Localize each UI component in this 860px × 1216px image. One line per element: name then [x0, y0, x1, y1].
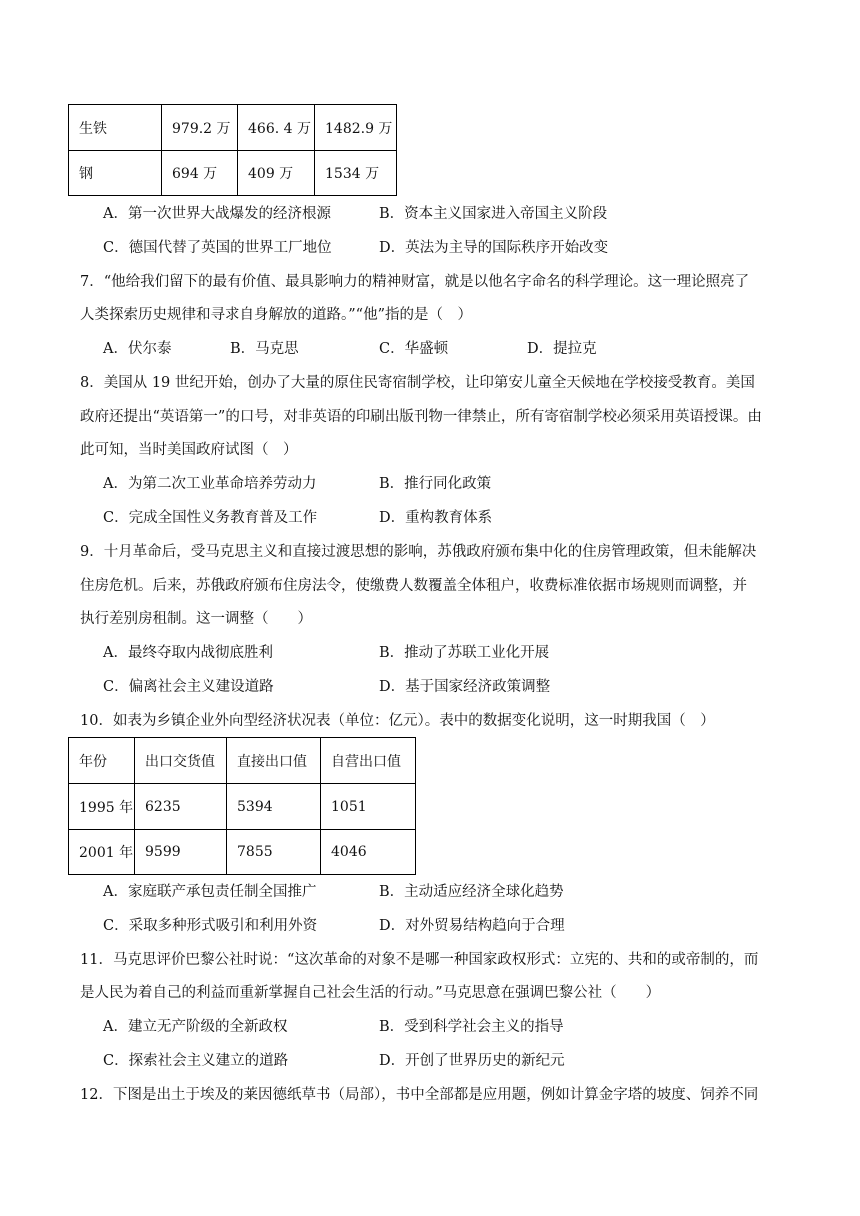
q10-option-a: A．家庭联产承包责任制全国推广	[103, 884, 317, 900]
q9-option-c: C．偏离社会主义建设道路	[103, 679, 274, 695]
table-cell: 409 万	[238, 151, 315, 196]
q9-stem-line-1: 9．十月革命后，受马克思主义和直接过渡思想的影响，苏俄政府颁布集中化的住房管理政策，但未能解决	[80, 544, 757, 560]
table-cell: 钢	[69, 151, 162, 196]
table-row	[69, 830, 416, 875]
q10-option-b: B．主动适应经济全球化趋势	[379, 884, 564, 900]
q11-option-c: C．探索社会主义建立的道路	[103, 1053, 289, 1069]
q8-stem-line-3: 此可知，当时美国政府试图（ ）	[80, 442, 298, 458]
export-table	[68, 737, 416, 875]
table-cell: 6235	[135, 784, 227, 830]
q8-stem-line-2: 政府还提出“英语第一”的口号，对非英语的印刷出版刊物一律禁止，所有寄宿制学校必须采用英语授课。由	[80, 409, 762, 425]
table-cell: 生铁	[69, 105, 162, 151]
table-cell: 979.2 万	[162, 105, 238, 151]
q6-option-a: A．第一次世界大战爆发的经济根源	[103, 206, 331, 222]
q8-option-b: B．推行同化政策	[379, 476, 492, 492]
table-cell: 7855	[227, 830, 321, 875]
q11-stem-line-1: 11．马克思评价巴黎公社时说：“这次革命的对象不是哪一种国家政权形式：立宪的、共和的或帝制的，而	[80, 952, 759, 968]
q7-stem-line-2: 人类探索历史规律和寻求自身解放的道路。”“他”指的是（ ）	[80, 307, 472, 323]
q9-stem-line-2: 住房危机。后来，苏俄政府颁布住房法令，使缴费人数覆盖全体租户，收费标准依据市场规则而调整，并	[80, 578, 747, 594]
q9-stem-line-3: 执行差别房租制。这一调整（ ）	[80, 611, 312, 627]
q10-option-d: D．对外贸易结构趋向于合理	[379, 918, 565, 934]
table-cell: 2001 年	[69, 830, 135, 875]
table-header-cell: 直接出口值	[227, 738, 321, 784]
table-row	[69, 738, 416, 784]
table-header-cell: 出口交货值	[135, 738, 227, 784]
q7-stem-line-1: 7．“他给我们留下的最有价值、最具影响力的精神财富，就是以他名字命名的科学理论。这一理论照亮了	[80, 274, 750, 290]
q9-option-b: B．推动了苏联工业化开展	[379, 645, 550, 661]
table-cell: 466. 4 万	[238, 105, 315, 151]
table-row	[69, 105, 397, 151]
q7-option-c: C．华盛顿	[379, 341, 449, 357]
q11-option-b: B．受到科学社会主义的指导	[379, 1019, 564, 1035]
q8-option-a: A．为第二次工业革命培养劳动力	[103, 476, 317, 492]
q7-option-b: B．马克思	[230, 341, 299, 357]
q10-option-c: C．采取多种形式吸引和利用外资	[103, 918, 318, 934]
table-cell: 1534 万	[315, 151, 397, 196]
table-header-cell: 自营出口值	[321, 738, 416, 784]
table-cell: 1995 年	[69, 784, 135, 830]
table-header-cell: 年份	[69, 738, 135, 784]
q7-option-d: D．提拉克	[527, 341, 597, 357]
q8-stem-line-1: 8．美国从 19 世纪开始，创办了大量的原住民寄宿制学校，让印第安儿童全天候地在学校接受教育。美国	[80, 375, 755, 391]
q9-option-a: A．最终夺取内战彻底胜利	[103, 645, 273, 661]
iron-steel-table	[68, 104, 397, 196]
q6-option-c: C．德国代替了英国的世界工厂地位	[103, 240, 332, 256]
q11-stem-line-2: 是人民为着自己的利益而重新掌握自己社会生活的行动。”马克思意在强调巴黎公社（ ）	[80, 985, 661, 1001]
table-row	[69, 151, 397, 196]
table-row	[69, 784, 416, 830]
q6-option-b: B．资本主义国家进入帝国主义阶段	[379, 206, 608, 222]
q11-option-d: D．开创了世界历史的新纪元	[379, 1053, 565, 1069]
q7-option-a: A．伏尔泰	[103, 341, 172, 357]
table-cell: 694 万	[162, 151, 238, 196]
q11-option-a: A．建立无产阶级的全新政权	[103, 1019, 288, 1035]
q6-option-d: D．英法为主导的国际秩序开始改变	[379, 240, 609, 256]
table-cell: 1482.9 万	[315, 105, 397, 151]
table-cell: 9599	[135, 830, 227, 875]
table-cell: 4046	[321, 830, 416, 875]
q8-option-d: D．重构教育体系	[379, 510, 493, 526]
q12-stem-line-1: 12．下图是出土于埃及的莱因德纸草书（局部），书中全部都是应用题，例如计算金字塔的坡度、饲养不同	[80, 1087, 759, 1103]
table-cell: 5394	[227, 784, 321, 830]
q9-option-d: D．基于国家经济政策调整	[379, 679, 551, 695]
q10-stem-line-1: 10．如表为乡镇企业外向型经济状况表（单位：亿元）。表中的数据变化说明，这一时期我国（ ）	[80, 713, 715, 729]
table-cell: 1051	[321, 784, 416, 830]
q8-option-c: C．完成全国性义务教育普及工作	[103, 510, 318, 526]
